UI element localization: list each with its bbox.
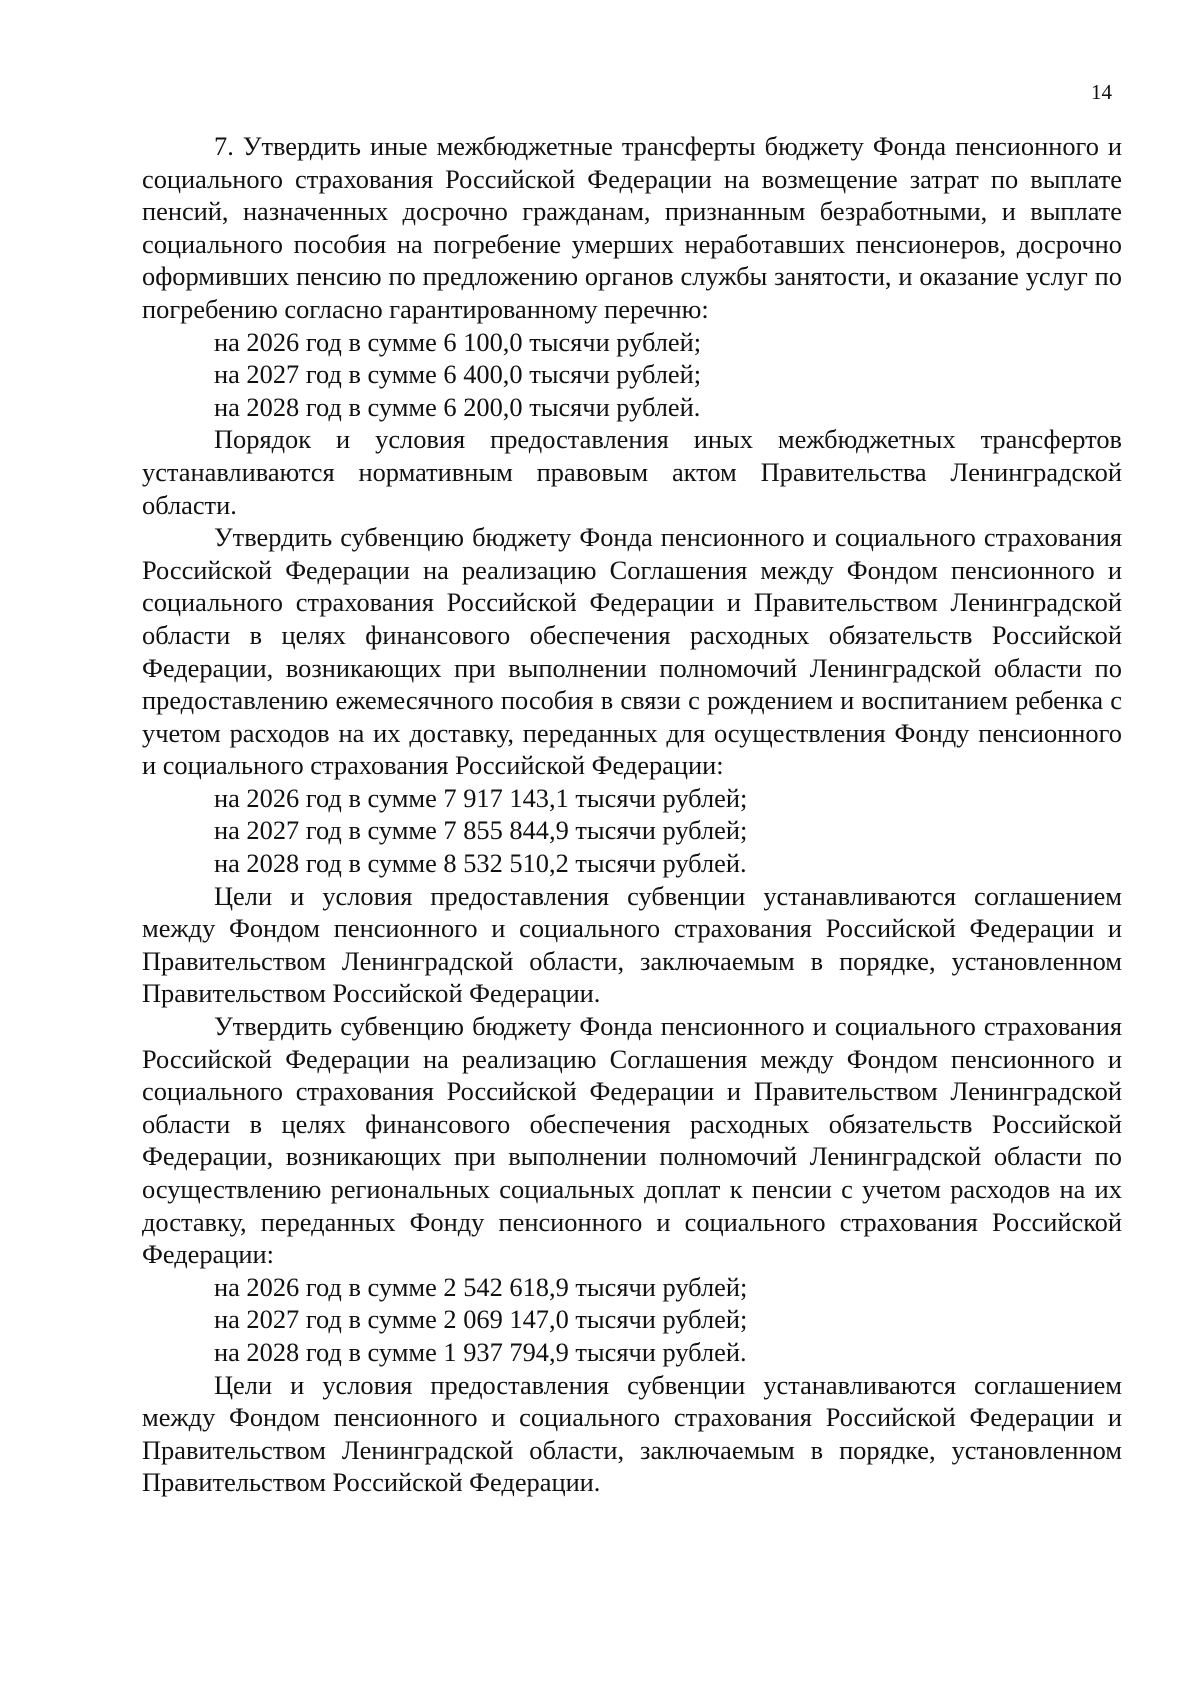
conditions-paragraph: Порядок и условия предоставления иных межбюджетных трансфертов устанавливаются нормативным правовым актом Правительства Ленинградской области. (142, 424, 1122, 520)
amount-line-2028: на 2028 год в сумме 6 200,0 тысячи рублей. (214, 391, 701, 422)
document-body (142, 130, 1122, 1499)
amount-line-2028: на 2028 год в сумме 8 532 510,2 тысячи рублей. (214, 848, 747, 879)
amount-line-2028: на 2028 год в сумме 1 937 794,9 тысячи рублей. (214, 1336, 747, 1367)
amount-line-2027: на 2027 год в сумме 6 400,0 тысячи рублей; (214, 359, 702, 390)
subvention-paragraph: Утвердить субвенцию бюджету Фонда пенсионного и социального страхования Российской Федерации на реализацию Соглашения между Фондом пенсионного и социального страхования Российской Федерации и Правительством Ленинградской области в целях финансового обеспечения расходных обязательств Российской Федерации, возникающих при выполнении полномочий Ленинградской области по предоставлению ежемесячного пособия в связи с рождением и воспитанием ребенка с учетом расходов на их доставку, переданных для осуществления Фонду пенсионного и социального страхования Российской Федерации: (142, 522, 1122, 781)
amount-line-2026: на 2026 год в сумме 6 100,0 тысячи рублей; (214, 326, 702, 357)
conditions-paragraph: Цели и условия предоставления субвенции устанавливаются соглашением между Фондом пенсионного и социального страхования Российской Федерации и Правительством Ленинградской области, заключаемым в порядке, установленном Правительством Российской Федерации. (142, 1369, 1122, 1498)
page-number: 14 (1091, 80, 1112, 104)
amount-line-2026: на 2026 год в сумме 7 917 143,1 тысячи рублей; (214, 782, 748, 813)
amount-line-2027: на 2027 год в сумме 2 069 147,0 тысячи рублей; (214, 1304, 748, 1335)
conditions-paragraph: Цели и условия предоставления субвенции устанавливаются соглашением между Фондом пенсионного и социального страхования Российской Федерации и Правительством Ленинградской области, заключаемым в порядке, установленном Правительством Российской Федерации. (142, 880, 1122, 1009)
item-7-paragraph: 7. Утвердить иные межбюджетные трансферты бюджету Фонда пенсионного и социального страхования Российской Федерации на возмещение затрат по выплате пенсий, назначенных досрочно гражданам, признанным безработными, и выплате социального пособия на погребение умерших неработавших пенсионеров, досрочно оформивших пенсию по предложению органов службы занятости, и оказание услуг по погребению согласно гарантированному перечню: (142, 131, 1122, 324)
amount-line-2026: на 2026 год в сумме 2 542 618,9 тысячи рублей; (214, 1271, 748, 1302)
amount-line-2027: на 2027 год в сумме 7 855 844,9 тысячи рублей; (214, 815, 748, 846)
subvention-paragraph: Утвердить субвенцию бюджету Фонда пенсионного и социального страхования Российской Федерации на реализацию Соглашения между Фондом пенсионного и социального страхования Российской Федерации и Правительством Ленинградской области в целях финансового обеспечения расходных обязательств Российской Федерации, возникающих при выполнении полномочий Ленинградской области по осуществлению региональных социальных доплат к пенсии с учетом расходов на их доставку, переданных Фонду пенсионного и социального страхования Российской Федерации: (142, 1011, 1122, 1270)
